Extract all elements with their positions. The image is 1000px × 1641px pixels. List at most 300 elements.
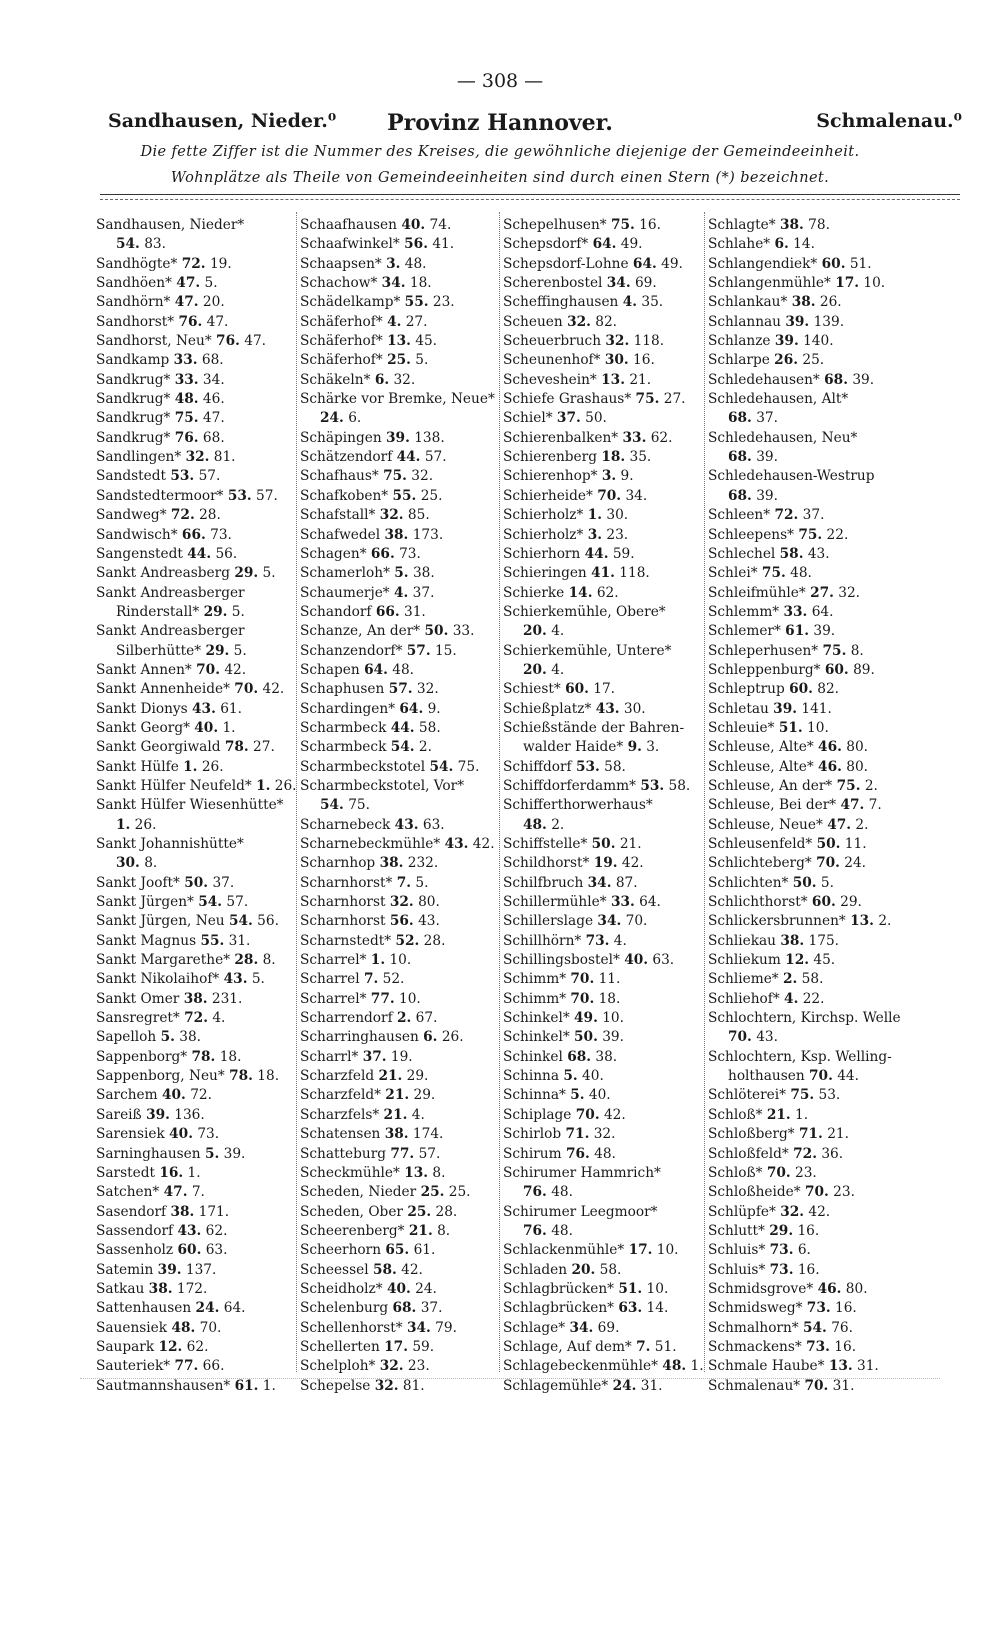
- index-entry: [708, 642, 913, 661]
- index-entry: [300, 584, 500, 603]
- community-number: 18.: [219, 1048, 242, 1065]
- place-name: Schirumer Hammrich*: [503, 1164, 661, 1181]
- community-number: 10.: [656, 1242, 679, 1259]
- index-entry: [503, 1048, 703, 1067]
- community-number: 47.: [202, 410, 225, 427]
- community-number: 58.: [801, 971, 824, 988]
- index-entry: [300, 1357, 500, 1376]
- district-number: 78.: [229, 1068, 253, 1085]
- place-name: Scheunenhof*: [503, 352, 601, 369]
- index-entry: [503, 719, 703, 738]
- district-number: 63.: [618, 1300, 643, 1317]
- district-number: 27.: [810, 584, 834, 601]
- community-number: 4.: [411, 1106, 425, 1123]
- index-entry: [300, 1241, 500, 1260]
- place-name: Schepsdorf-Lohne: [503, 255, 629, 272]
- district-number: 55.: [404, 294, 429, 311]
- community-number: 40.: [588, 1087, 611, 1104]
- district-number: 1.: [587, 507, 603, 524]
- place-name: Sankt Jürgen*: [96, 894, 194, 911]
- index-entry: [96, 680, 296, 699]
- place-name: Sandkrug*: [96, 410, 171, 427]
- index-entry: [503, 700, 703, 719]
- index-entry: [96, 758, 296, 777]
- index-entry: [96, 448, 296, 467]
- place-name: Sandkrug*: [96, 429, 171, 446]
- place-name: Schluis*: [708, 1261, 766, 1278]
- district-number: 47.: [840, 797, 865, 814]
- district-number: 54.: [228, 913, 253, 930]
- district-number: 50.: [424, 623, 449, 640]
- place-name: Schmale Haube*: [708, 1358, 825, 1375]
- place-name: Schatteburg: [300, 1145, 387, 1162]
- place-name: Sassendorf: [96, 1222, 174, 1239]
- community-number: 64.: [639, 894, 661, 911]
- community-number: 25.: [802, 352, 825, 369]
- place-name: Schärke vor Bremke, Neue*: [300, 391, 495, 408]
- district-number: 55.: [200, 932, 225, 949]
- community-number: 2.: [418, 739, 432, 756]
- place-name: Schlagebeckenmühle*: [503, 1358, 658, 1375]
- place-name: Schierholz*: [503, 507, 584, 524]
- index-entry: [300, 526, 500, 545]
- place-name: Schmalhorn*: [708, 1319, 799, 1336]
- index-entry: [96, 1299, 296, 1318]
- community-number: 7.: [191, 1184, 205, 1201]
- community-number: 58.: [418, 719, 441, 736]
- place-name: Schmackens*: [708, 1338, 802, 1355]
- community-number: 172.: [176, 1280, 208, 1297]
- index-entry: [503, 409, 703, 428]
- district-number: 4.: [387, 313, 402, 330]
- index-entry: [708, 854, 913, 873]
- district-number: 64.: [399, 700, 424, 717]
- place-name: Schledehausen, Alt*: [708, 391, 849, 408]
- index-entry: [708, 564, 913, 583]
- community-number: 139.: [813, 313, 845, 330]
- index-entry: [708, 1009, 913, 1028]
- place-name: Schäferhof*: [300, 333, 383, 350]
- place-name: Schlage*: [503, 1319, 566, 1336]
- index-entry: [300, 1164, 500, 1183]
- community-number: 2.: [551, 816, 565, 833]
- district-number: 38.: [170, 1203, 195, 1220]
- place-name: Schapen: [300, 661, 360, 678]
- place-name: Schliehof*: [708, 990, 780, 1007]
- district-number: 32.: [379, 1358, 404, 1375]
- place-name: Schellerten: [300, 1338, 380, 1355]
- community-number: 59.: [612, 545, 635, 562]
- district-number: 75.: [790, 1087, 815, 1104]
- district-number: 54.: [198, 894, 223, 911]
- place-name: Sankt Johannishütte*: [96, 836, 244, 852]
- index-entry: [300, 816, 500, 835]
- district-number: 50.: [591, 836, 616, 852]
- community-number: 38.: [179, 1029, 202, 1046]
- index-entry: [96, 970, 296, 989]
- district-number: 28.: [234, 952, 259, 969]
- index-entry: [96, 1319, 296, 1338]
- index-entry: [300, 487, 500, 506]
- place-name: Schierkemühle, Obere*: [503, 603, 666, 620]
- community-number: 64.: [223, 1300, 246, 1317]
- district-number: 13.: [404, 1164, 429, 1181]
- index-entry: [300, 371, 500, 390]
- district-number: 53.: [170, 468, 195, 485]
- place-name: Silberhütte*: [116, 642, 202, 659]
- index-entry: [708, 1183, 913, 1202]
- place-name: Scharnhop: [300, 855, 376, 872]
- index-entry: [300, 680, 500, 699]
- index-entry: [300, 1261, 500, 1280]
- index-entry: [503, 1086, 703, 1105]
- index-entry: [708, 1377, 913, 1396]
- community-number: 32.: [393, 371, 416, 388]
- place-name: Schmalenau*: [708, 1377, 801, 1394]
- index-entry: [503, 448, 703, 467]
- index-entry: [708, 1203, 913, 1222]
- place-name: Scharrel*: [300, 990, 367, 1007]
- community-number: 27.: [253, 739, 275, 756]
- place-name: Schlackenmühle*: [503, 1242, 625, 1259]
- place-name: Sandweg*: [96, 507, 167, 524]
- district-number: 48.: [174, 391, 199, 408]
- district-number: 75.: [836, 777, 861, 794]
- district-number: 50.: [184, 874, 209, 891]
- community-number: 31.: [640, 1377, 663, 1394]
- district-number: 12.: [158, 1338, 183, 1355]
- place-name: Schlichteberg*: [708, 855, 812, 872]
- community-number: 5.: [231, 603, 245, 620]
- index-entry: [708, 235, 913, 254]
- index-entry: [300, 216, 500, 235]
- place-name: Schlarpe: [708, 352, 770, 369]
- district-number: 68.: [567, 1048, 592, 1065]
- community-number: 10.: [646, 1280, 669, 1297]
- community-number: 83.: [144, 236, 166, 253]
- index-entry: [300, 719, 500, 738]
- page-bottom-rule: [80, 1378, 940, 1379]
- index-entry: [96, 932, 296, 951]
- index-entry: [96, 564, 296, 583]
- district-number: 33.: [173, 352, 198, 369]
- district-number: 33.: [783, 603, 808, 620]
- place-name: Schaphusen: [300, 681, 385, 698]
- index-entry: [708, 1319, 913, 1338]
- place-name: Schandorf: [300, 603, 372, 620]
- place-name: Sankt Nikolaihof*: [96, 971, 220, 988]
- district-number: 6.: [374, 371, 390, 388]
- community-number: 73.: [210, 526, 232, 543]
- district-number: 76.: [523, 1222, 547, 1239]
- place-name: Schliekum: [708, 952, 781, 969]
- district-number: 21.: [766, 1106, 791, 1123]
- community-number: 18.: [598, 990, 621, 1007]
- district-number: 32.: [379, 507, 404, 524]
- district-number: 56.: [389, 913, 414, 930]
- district-number: 44.: [390, 719, 415, 736]
- community-number: 53.: [818, 1087, 841, 1104]
- index-entry: [503, 1009, 703, 1028]
- district-number: 75.: [761, 565, 786, 582]
- index-entry: [300, 951, 500, 970]
- community-number: 30.: [606, 507, 629, 524]
- district-number: 30.: [116, 855, 140, 872]
- place-name: Schleperhusen*: [708, 642, 819, 659]
- place-name: Schepelhusen*: [503, 217, 607, 233]
- place-name: Scheden, Ober: [300, 1203, 403, 1220]
- index-entry: [96, 642, 296, 661]
- district-number: 32.: [374, 1377, 399, 1394]
- index-entry: [708, 622, 913, 641]
- community-number: 80.: [418, 894, 440, 911]
- district-number: 25.: [387, 352, 411, 369]
- index-entry: [708, 1048, 913, 1067]
- index-entry: [503, 564, 703, 583]
- place-name: Schädelkamp*: [300, 294, 401, 311]
- community-number: 2.: [855, 816, 869, 833]
- district-number: 33.: [174, 371, 199, 388]
- index-entry: [708, 970, 913, 989]
- community-number: 32.: [838, 584, 861, 601]
- district-number: 43.: [192, 700, 216, 717]
- community-number: 43.: [418, 913, 440, 930]
- place-name: Schierenhop*: [503, 468, 598, 485]
- index-entry: [503, 467, 703, 486]
- community-number: 1.: [187, 1164, 201, 1181]
- district-number: 58.: [372, 1261, 397, 1278]
- district-number: 1.: [370, 952, 386, 969]
- district-number: 60.: [789, 681, 813, 698]
- district-number: 32.: [567, 313, 591, 330]
- district-number: 38.: [183, 990, 208, 1007]
- place-name: Schirlob: [503, 1126, 562, 1143]
- index-entry: [708, 390, 913, 409]
- district-number: 6.: [774, 236, 789, 253]
- index-entry: [503, 970, 703, 989]
- district-number: 73.: [806, 1300, 831, 1317]
- index-entry: [503, 854, 703, 873]
- district-number: 40.: [162, 1087, 186, 1104]
- place-name: Schillhörn*: [503, 932, 582, 949]
- legend-note-1: Die fette Ziffer ist die Nummer des Kreises, die gewöhnliche diejenige der Gemeindeeinheit.: [140, 144, 860, 160]
- index-entry: [708, 1164, 913, 1183]
- index-entry: [96, 1009, 296, 1028]
- place-name: Schleuse, Bei der*: [708, 797, 837, 814]
- community-number: 46.: [202, 391, 225, 408]
- index-entry: [96, 467, 296, 486]
- index-entry: [708, 1261, 913, 1280]
- index-entry: [708, 1222, 913, 1241]
- place-name: Schierholz*: [503, 526, 584, 543]
- index-entry: [503, 661, 703, 680]
- district-number: 32.: [780, 1203, 805, 1220]
- district-number: 70.: [597, 487, 622, 504]
- community-number: 22.: [802, 990, 825, 1007]
- index-entry: [96, 1183, 296, 1202]
- place-name: Rinderstall*: [116, 603, 200, 620]
- community-number: 42.: [472, 836, 495, 852]
- place-name: Schierke: [503, 584, 565, 601]
- community-number: 61.: [220, 700, 242, 717]
- community-number: 26.: [134, 816, 157, 833]
- community-number: 35.: [641, 294, 664, 311]
- place-name: Schleifmühle*: [708, 584, 806, 601]
- place-name: Scharnebeck: [300, 816, 391, 833]
- district-number: 50.: [816, 836, 841, 852]
- index-entry: [300, 1048, 500, 1067]
- community-number: 6.: [797, 1242, 811, 1259]
- community-number: 76.: [831, 1319, 853, 1336]
- district-number: 70.: [804, 1184, 829, 1201]
- community-number: 232.: [407, 855, 439, 872]
- index-entry: [300, 758, 500, 777]
- index-entry: [96, 622, 296, 641]
- community-number: 62.: [596, 584, 619, 601]
- index-entry: [96, 1086, 296, 1105]
- index-entry: [708, 700, 913, 719]
- index-entry: [300, 1125, 500, 1144]
- place-name: Sankt Omer: [96, 990, 180, 1007]
- district-number: 38.: [379, 855, 404, 872]
- place-name: Schätzendorf: [300, 449, 393, 466]
- place-name: Sattenhausen: [96, 1300, 192, 1317]
- legend-note-2: Wohnplätze als Theile von Gemeindeeinheiten sind durch einen Stern (*) bezeichnet.: [170, 170, 830, 186]
- community-number: 23.: [833, 1184, 855, 1201]
- district-number: 47.: [174, 294, 199, 311]
- place-name: Sankt Georg*: [96, 719, 190, 736]
- place-name: Sandlingen*: [96, 449, 182, 466]
- district-number: 5.: [160, 1029, 175, 1046]
- index-entry: [708, 796, 913, 815]
- district-number: 52.: [395, 932, 420, 949]
- district-number: 60.: [565, 681, 589, 698]
- district-number: 75.: [610, 217, 635, 233]
- index-entry: [503, 912, 703, 931]
- place-name: Schepelse: [300, 1377, 371, 1394]
- index-entry: [96, 545, 296, 564]
- community-number: 23.: [432, 294, 455, 311]
- district-number: 70.: [728, 1029, 752, 1046]
- index-entry: [708, 293, 913, 312]
- community-number: 21.: [619, 836, 642, 852]
- community-number: 64.: [811, 603, 834, 620]
- district-number: 44.: [396, 449, 421, 466]
- community-number: 5.: [262, 565, 276, 582]
- index-entry: [503, 1067, 703, 1086]
- index-entry: [96, 1125, 296, 1144]
- district-number: 75.: [798, 526, 823, 543]
- index-entry: [708, 467, 913, 486]
- district-number: 65.: [385, 1242, 410, 1259]
- community-number: 137.: [185, 1261, 217, 1278]
- place-name: Schlagbrücken*: [503, 1280, 614, 1297]
- community-number: 70.: [625, 913, 648, 930]
- place-name: Sauteriek*: [96, 1358, 171, 1375]
- place-name: Schafhaus*: [300, 468, 379, 485]
- place-name: Scharnhorst: [300, 894, 386, 911]
- community-number: 89.: [853, 661, 875, 678]
- district-number: 43.: [595, 700, 620, 717]
- index-entry: [708, 545, 913, 564]
- district-number: 18.: [601, 449, 626, 466]
- community-number: 81.: [402, 1377, 425, 1394]
- place-name: Schiffstelle*: [503, 836, 588, 852]
- district-number: 70.: [804, 1377, 829, 1394]
- place-name: Schanze, An der*: [300, 623, 421, 640]
- district-number: 39.: [774, 333, 799, 350]
- index-entry: [300, 274, 500, 293]
- community-number: 18.: [257, 1068, 280, 1085]
- index-entry: [708, 1338, 913, 1357]
- district-number: 70.: [766, 1164, 791, 1181]
- place-name: Schlanze: [708, 333, 771, 350]
- place-name: Schliekau: [708, 932, 776, 949]
- place-name: Schlahe*: [708, 236, 771, 253]
- index-entry: [96, 990, 296, 1009]
- district-number: 75.: [635, 391, 660, 408]
- district-number: 51.: [778, 719, 803, 736]
- place-name: Schiffdorferdamm*: [503, 777, 636, 794]
- community-number: 56.: [257, 913, 279, 930]
- district-number: 29.: [205, 642, 230, 659]
- index-entry: [708, 487, 913, 506]
- community-number: 87.: [615, 874, 638, 891]
- community-number: 36.: [821, 1145, 844, 1162]
- community-number: 58.: [668, 777, 691, 794]
- place-name: Sandhorst*: [96, 313, 175, 330]
- community-number: 39.: [756, 487, 778, 504]
- community-number: 32.: [411, 468, 434, 485]
- district-number: 17.: [628, 1242, 653, 1259]
- district-number: 60.: [177, 1242, 202, 1259]
- district-number: 37.: [362, 1048, 387, 1065]
- district-number: 68.: [824, 371, 848, 388]
- index-entry: [96, 235, 296, 254]
- place-name: holthausen: [728, 1068, 805, 1085]
- district-number: 41.: [591, 565, 615, 582]
- district-number: 43.: [223, 971, 248, 988]
- place-name: Sankt Andreasberger: [96, 623, 245, 640]
- place-name: Schleppenburg*: [708, 661, 821, 678]
- index-entry: [96, 526, 296, 545]
- place-name: Schinna: [503, 1068, 560, 1085]
- place-name: Scharnhorst*: [300, 874, 393, 891]
- community-number: 42.: [603, 1106, 626, 1123]
- place-name: Scheveshein*: [503, 371, 597, 388]
- place-name: Sandhausen, Nieder*: [96, 217, 245, 233]
- district-number: 76.: [523, 1184, 547, 1201]
- district-number: 71.: [799, 1126, 823, 1143]
- district-number: 20.: [571, 1261, 596, 1278]
- place-name: Schiest*: [503, 681, 561, 698]
- index-entry: [300, 506, 500, 525]
- district-number: 39.: [773, 700, 797, 717]
- community-number: 4.: [551, 661, 565, 678]
- index-entry: [708, 1125, 913, 1144]
- district-number: 39.: [146, 1106, 170, 1123]
- community-number: 57.: [198, 468, 221, 485]
- index-entry: [503, 1222, 703, 1241]
- district-number: 57.: [406, 642, 431, 659]
- community-number: 5.: [415, 352, 429, 369]
- community-number: 23.: [795, 1164, 817, 1181]
- index-entry: [96, 429, 296, 448]
- district-number: 66.: [375, 603, 400, 620]
- index-entry: [503, 622, 703, 641]
- place-name: Sankt Jooft*: [96, 874, 180, 891]
- community-number: 85.: [407, 507, 430, 524]
